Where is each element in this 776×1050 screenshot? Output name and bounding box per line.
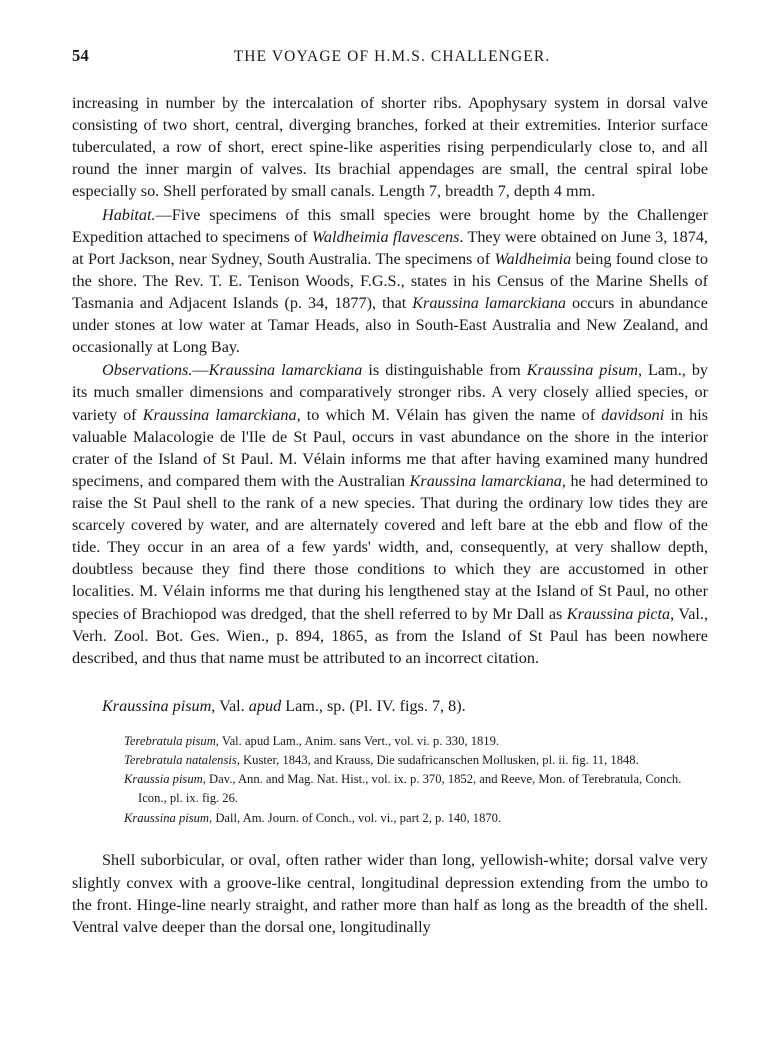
page-number: 54 xyxy=(72,46,90,65)
text-run: , Lam., by its much smaller dimensions and comparatively stronger ribs. A very closely allied species, or variety of xyxy=(72,361,709,424)
reference-taxon: Kraussia pisum xyxy=(124,772,203,787)
text-run: being found close to the shore. The Rev. T. E. Tenison Woods, F.G.S., states in his Census of the Marine Shells of Tasmania and Adjacent Islands (p. 34, 1877), that xyxy=(72,249,708,312)
text-run: Its brachial appendages are small, the central spiral lobe especially so. xyxy=(72,160,709,201)
reference-taxon: Terebratula natalensis xyxy=(124,752,237,767)
body-text xyxy=(72,92,708,669)
taxon-name: Waldheimia flavescens xyxy=(311,227,460,246)
taxon-name: Kraussina picta xyxy=(566,604,671,623)
taxon-name: Kraussina lamarckiana xyxy=(208,361,363,380)
text-run: , Val. xyxy=(211,696,249,715)
text-run: Apophysary system in dorsal valve consisting of two short, central, diverging branches, forked at their extremities. Interior surface tuberculated, a row of short, erect spine-like asperities rising perpendicularly close to, and all round the inner margin of valves. xyxy=(72,94,708,179)
taxon-name: Kraussina pisum xyxy=(526,361,638,380)
text-run: —Five specimens of this small species were brought home by the Challenger Expedition attached to specimens of xyxy=(72,205,708,246)
list-item xyxy=(124,751,698,770)
text-run: occurs in abundance under stones at low water at Tamar Heads, also in South-East Australia and New Zealand, and occasionally at Long Bay. xyxy=(72,293,708,357)
text-run: in his valuable Malacologie de l'Ile de St Paul, occurs in vast abundance on the shore in the interior crater of the Island of St Paul. M. Vélain informs me that after having examined many hundred specimens, and compared them with the Australian xyxy=(72,405,708,490)
text-run: increasing in number by the intercalation of shorter ribs. xyxy=(72,94,462,112)
taxon-name: Waldheimia xyxy=(494,249,572,268)
text-run: , Val., Verh. Zool. Bot. Ges. Wien., p. 894, 1865, as from the Island of St Paul has been nowhere described, and thus that name must be attributed to an incorrect citation. xyxy=(72,604,708,667)
taxon-name: Kraussina lamarckiana xyxy=(412,293,567,312)
text-run: , he had determined to raise the St Paul shell to the rank of a new species. That during the ordinary low tides they are scarcely covered by water, and are alternately covered and left bare at the ebb and flow of the tide. They occur in an area of a few yards' width, and, consequently, at very shallow depth, doubtless because they find there those conditions to which they are accustomed in other localities. M. Vélain informs me that during his lengthened stay at the Island of St Paul, no other species of Brachiopod was dredged, that the shell referred to by Mr Dall as xyxy=(72,471,708,623)
reference-citation: , Kuster, 1843, and Krauss, Die sudafricanschen Mollusken, pl. ii. fig. 11, 1848. xyxy=(236,752,639,767)
page-header xyxy=(72,46,708,66)
reference-taxon: Terebratula pisum xyxy=(124,733,216,748)
paragraph-continuation xyxy=(72,92,708,203)
list-item xyxy=(124,809,698,828)
taxon-name: davidsoni xyxy=(601,405,665,424)
apud-label: apud xyxy=(248,696,282,715)
list-item xyxy=(124,770,698,808)
reference-citation: , Dav., Ann. and Mag. Nat. Hist., vol. ix. p. 370, 1852, and Reeve, Mon. of Terebratula, Conch. Icon., pl. ix. fig. 26. xyxy=(138,772,682,806)
taxon-name: Kraussina lamarckiana xyxy=(409,471,562,490)
synonymy-reference-list xyxy=(72,732,708,828)
text-run: is distinguishable from xyxy=(362,361,527,380)
species-name: Kraussina pisum xyxy=(102,696,212,715)
text-run: , to which M. Vélain has given the name of xyxy=(296,405,602,424)
habitat-label: Habitat. xyxy=(102,205,156,224)
species-heading xyxy=(72,695,708,718)
text-run: . They were obtained on June 3, 1874, at Port Jackson, near Sydney, South Australia. The specimens of xyxy=(72,227,708,268)
observations-label: Observations. xyxy=(102,361,193,380)
reference-citation: , Val. apud Lam., Anim. sans Vert., vol. vi. p. 330, 1819. xyxy=(215,733,500,748)
reference-citation: , Dall, Am. Journ. of Conch., vol. vi., part 2, p. 140, 1870. xyxy=(209,810,502,825)
text-run: Shell suborbicular, or oval, often rather wider than long, yellowish-white; dorsal valve very slightly convex with a groove-like central, longitudinal depression extending from the umbo to the front. Hinge-line nearly straight, and rather more than half as long as the breadth of the shell. Ventral valve deeper than the dorsal one, longitudinally xyxy=(72,851,708,936)
taxon-name: Kraussina lamarckiana xyxy=(142,405,297,424)
text-run: Shell perforated by small canals. xyxy=(163,182,375,201)
text-run: Lam., sp. (Pl. IV. figs. 7, 8). xyxy=(281,696,466,715)
description-paragraph xyxy=(72,849,708,937)
text-run: — xyxy=(192,361,209,380)
paragraph-habitat xyxy=(72,204,708,359)
running-title: THE VOYAGE OF H.M.S. CHALLENGER. xyxy=(233,48,551,65)
reference-taxon: Kraussina pisum xyxy=(124,810,210,825)
list-item xyxy=(124,732,698,751)
paragraph-observations xyxy=(72,359,708,669)
text-run: Length 7, breadth 7, depth 4 mm. xyxy=(379,182,596,201)
